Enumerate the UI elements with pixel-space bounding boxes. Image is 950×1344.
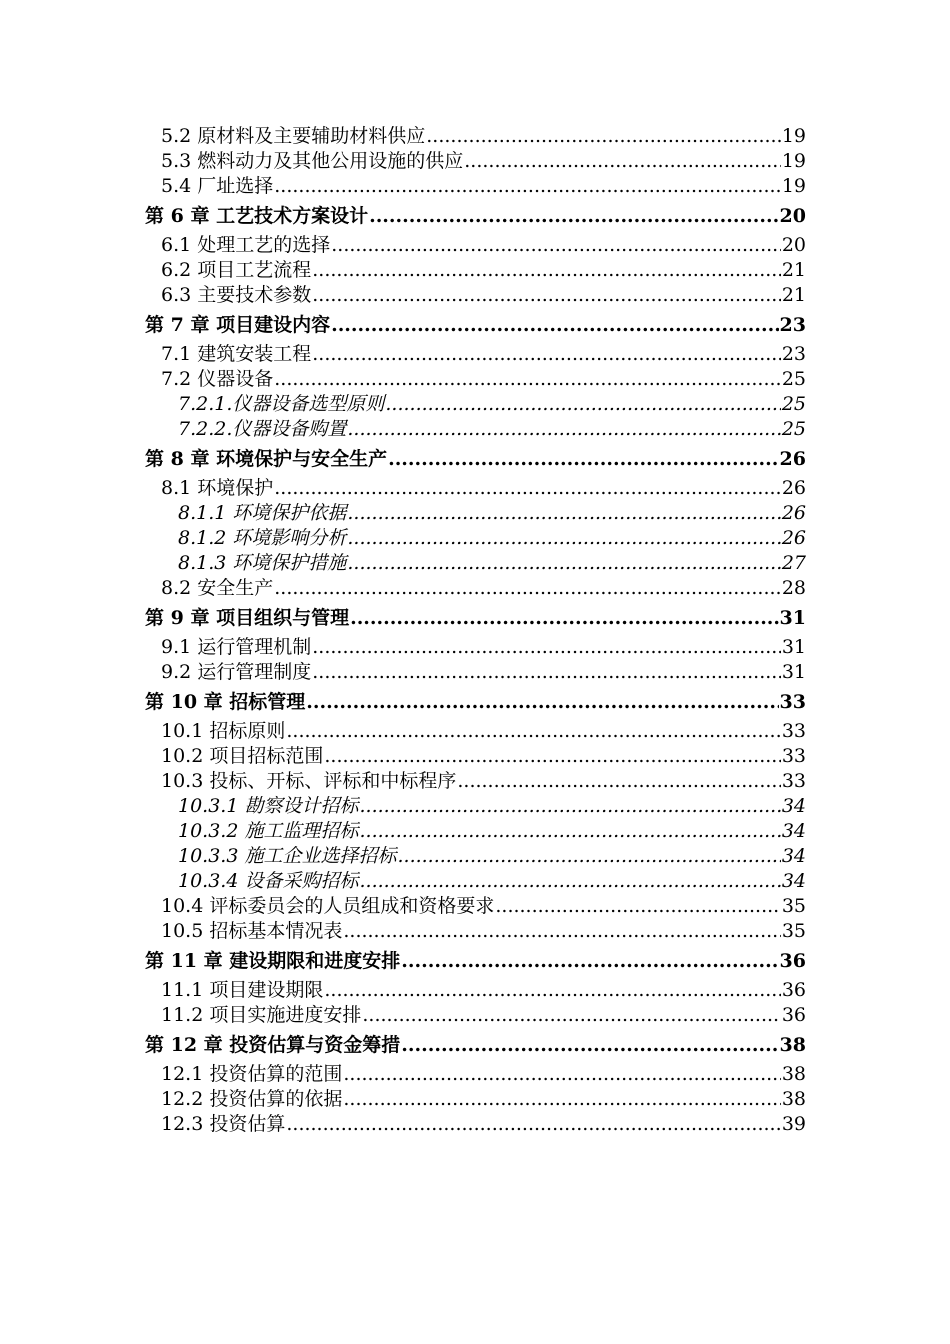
toc-section-entry[interactable] — [145, 978, 806, 1003]
toc-section-entry[interactable] — [145, 233, 806, 258]
toc-entry-title: 9.2 运行管理制度 — [161, 661, 312, 683]
toc-entry-title: 6.2 项目工艺流程 — [161, 259, 312, 281]
toc-page-number: 34 — [781, 870, 806, 892]
dot-leader — [347, 526, 780, 551]
dot-leader — [350, 606, 778, 631]
toc-page-number: 26 — [781, 477, 806, 499]
toc-entry-title: 第 8 章 环境保护与安全生产 — [145, 448, 388, 470]
toc-page-number: 26 — [779, 448, 806, 470]
toc-page-number: 25 — [781, 418, 806, 440]
toc-page-number: 35 — [781, 920, 806, 942]
toc-subsection-entry[interactable] — [145, 551, 806, 576]
toc-page-number: 23 — [779, 314, 806, 336]
dot-leader — [388, 447, 778, 472]
toc-chapter-entry[interactable] — [145, 313, 806, 338]
toc-page-number: 36 — [779, 950, 806, 972]
toc-page-number: 33 — [781, 720, 806, 742]
toc-entry-title: 10.3.4 设备采购招标 — [178, 870, 359, 892]
toc-entry-title: 12.3 投资估算 — [161, 1113, 286, 1135]
dot-leader — [362, 1003, 780, 1028]
dot-leader — [495, 894, 780, 919]
toc-entry-title: 10.5 招标基本情况表 — [161, 920, 343, 942]
dot-leader — [312, 283, 781, 308]
toc-subsection-entry[interactable] — [145, 869, 806, 894]
dot-leader — [286, 1112, 780, 1137]
toc-page-number: 28 — [781, 577, 806, 599]
dot-leader — [343, 919, 780, 944]
toc-page-number: 31 — [779, 607, 806, 629]
toc-subsection-entry[interactable] — [145, 501, 806, 526]
dot-leader — [464, 149, 781, 174]
toc-entry-title: 10.1 招标原则 — [161, 720, 286, 742]
toc-section-entry[interactable] — [145, 635, 806, 660]
toc-section-entry[interactable] — [145, 769, 806, 794]
toc-entry-title: 9.1 运行管理机制 — [161, 636, 312, 658]
toc-subsection-entry[interactable] — [145, 819, 806, 844]
toc-entry-title: 10.3.3 施工企业选择招标 — [178, 845, 397, 867]
toc-page-number: 39 — [781, 1113, 806, 1135]
dot-leader — [401, 1033, 778, 1058]
toc-page-number: 21 — [781, 284, 806, 306]
toc-page-number: 38 — [781, 1063, 806, 1085]
dot-leader — [359, 819, 780, 844]
toc-entry-title: 第 7 章 项目建设内容 — [145, 314, 331, 336]
toc-entry-title: 8.2 安全生产 — [161, 577, 274, 599]
toc-section-entry[interactable] — [145, 149, 806, 174]
toc-subsection-entry[interactable] — [145, 392, 806, 417]
dot-leader — [347, 501, 780, 526]
toc-page-number: 36 — [781, 1004, 806, 1026]
toc-entry-title: 7.2.1.仪器设备选型原则 — [178, 393, 385, 415]
dot-leader — [359, 794, 780, 819]
toc-entry-title: 第 9 章 项目组织与管理 — [145, 607, 350, 629]
dot-leader — [274, 476, 781, 501]
toc-subsection-entry[interactable] — [145, 417, 806, 442]
toc-page-number: 33 — [781, 745, 806, 767]
toc-entry-title: 5.3 燃料动力及其他公用设施的供应 — [161, 150, 464, 172]
toc-subsection-entry[interactable] — [145, 794, 806, 819]
toc-page-number: 19 — [781, 150, 806, 172]
dot-leader — [347, 417, 780, 442]
toc-entry-title: 7.2.2.仪器设备购置 — [178, 418, 347, 440]
toc-entry-title: 11.2 项目实施进度安排 — [161, 1004, 362, 1026]
toc-page-number: 33 — [781, 770, 806, 792]
toc-page-number: 34 — [781, 845, 806, 867]
toc-entry-title: 第 11 章 建设期限和进度安排 — [145, 950, 401, 972]
dot-leader — [457, 769, 780, 794]
toc-subsection-entry[interactable] — [145, 526, 806, 551]
toc-section-entry[interactable] — [145, 719, 806, 744]
toc-page-number: 25 — [781, 368, 806, 390]
toc-page-number: 20 — [779, 205, 806, 227]
toc-entry-title: 10.3.2 施工监理招标 — [178, 820, 359, 842]
toc-chapter-entry[interactable] — [145, 606, 806, 631]
toc-subsection-entry[interactable] — [145, 844, 806, 869]
toc-entry-title: 8.1 环境保护 — [161, 477, 274, 499]
toc-entry-title: 第 6 章 工艺技术方案设计 — [145, 205, 369, 227]
toc-chapter-entry[interactable] — [145, 1033, 806, 1058]
toc-entry-title: 12.1 投资估算的范围 — [161, 1063, 343, 1085]
dot-leader — [397, 844, 780, 869]
toc-section-entry[interactable] — [145, 1003, 806, 1028]
toc-entry-title: 6.3 主要技术参数 — [161, 284, 312, 306]
toc-page-number: 25 — [781, 393, 806, 415]
toc-page-number: 27 — [781, 552, 806, 574]
toc-section-entry[interactable] — [145, 342, 806, 367]
dot-leader — [286, 719, 780, 744]
dot-leader — [426, 124, 781, 149]
toc-section-entry[interactable] — [145, 476, 806, 501]
dot-leader — [312, 635, 781, 660]
dot-leader — [312, 258, 781, 283]
toc-page-number: 23 — [781, 343, 806, 365]
dot-leader — [347, 551, 780, 576]
toc-entry-title: 5.4 厂址选择 — [161, 175, 274, 197]
toc-entry-title: 11.1 项目建设期限 — [161, 979, 324, 1001]
toc-page-number: 36 — [781, 979, 806, 1001]
dot-leader — [359, 869, 780, 894]
table-of-contents — [145, 124, 806, 1137]
toc-section-entry[interactable] — [145, 367, 806, 392]
toc-page-number: 34 — [781, 820, 806, 842]
toc-section-entry[interactable] — [145, 283, 806, 308]
dot-leader — [324, 744, 780, 769]
toc-page-number: 26 — [781, 527, 806, 549]
toc-section-entry[interactable] — [145, 919, 806, 944]
toc-section-entry[interactable] — [145, 1087, 806, 1112]
toc-entry-title: 10.3.1 勘察设计招标 — [178, 795, 359, 817]
dot-leader — [274, 367, 781, 392]
toc-chapter-entry[interactable] — [145, 690, 806, 715]
toc-page-number: 21 — [781, 259, 806, 281]
toc-entry-title: 7.1 建筑安装工程 — [161, 343, 312, 365]
toc-page-number: 31 — [781, 636, 806, 658]
dot-leader — [331, 313, 778, 338]
toc-entry-title: 8.1.1 环境保护依据 — [178, 502, 347, 524]
toc-entry-title: 第 12 章 投资估算与资金筹措 — [145, 1034, 401, 1056]
dot-leader — [306, 690, 778, 715]
toc-section-entry[interactable] — [145, 1062, 806, 1087]
toc-entry-title: 5.2 原材料及主要辅助材料供应 — [161, 125, 426, 147]
dot-leader — [343, 1062, 780, 1087]
dot-leader — [385, 392, 780, 417]
dot-leader — [343, 1087, 780, 1112]
toc-chapter-entry[interactable] — [145, 949, 806, 974]
toc-page-number: 35 — [781, 895, 806, 917]
dot-leader — [369, 204, 778, 229]
toc-entry-title: 10.4 评标委员会的人员组成和资格要求 — [161, 895, 495, 917]
toc-section-entry[interactable] — [145, 1112, 806, 1137]
toc-entry-title: 6.1 处理工艺的选择 — [161, 234, 331, 256]
toc-section-entry[interactable] — [145, 894, 806, 919]
dot-leader — [274, 174, 781, 199]
dot-leader — [274, 576, 781, 601]
toc-entry-title: 8.1.3 环境保护措施 — [178, 552, 347, 574]
toc-page-number: 26 — [781, 502, 806, 524]
toc-section-entry[interactable] — [145, 660, 806, 685]
toc-page-number: 20 — [781, 234, 806, 256]
toc-chapter-entry[interactable] — [145, 204, 806, 229]
toc-section-entry[interactable] — [145, 124, 806, 149]
toc-section-entry[interactable] — [145, 576, 806, 601]
toc-entry-title: 12.2 投资估算的依据 — [161, 1088, 343, 1110]
toc-page-number: 38 — [781, 1088, 806, 1110]
dot-leader — [312, 342, 781, 367]
toc-section-entry[interactable] — [145, 258, 806, 283]
toc-section-entry[interactable] — [145, 744, 806, 769]
dot-leader — [312, 660, 781, 685]
toc-entry-title: 8.1.2 环境影响分析 — [178, 527, 347, 549]
dot-leader — [401, 949, 778, 974]
toc-page-number: 31 — [781, 661, 806, 683]
toc-entry-title: 第 10 章 招标管理 — [145, 691, 306, 713]
toc-entry-title: 7.2 仪器设备 — [161, 368, 274, 390]
toc-section-entry[interactable] — [145, 174, 806, 199]
toc-entry-title: 10.2 项目招标范围 — [161, 745, 324, 767]
toc-entry-title: 10.3 投标、开标、评标和中标程序 — [161, 770, 457, 792]
toc-page-number: 33 — [779, 691, 806, 713]
dot-leader — [324, 978, 780, 1003]
toc-page-number: 19 — [781, 175, 806, 197]
toc-page-number: 19 — [781, 125, 806, 147]
dot-leader — [331, 233, 781, 258]
toc-page-number: 38 — [779, 1034, 806, 1056]
toc-page-number: 34 — [781, 795, 806, 817]
toc-chapter-entry[interactable] — [145, 447, 806, 472]
